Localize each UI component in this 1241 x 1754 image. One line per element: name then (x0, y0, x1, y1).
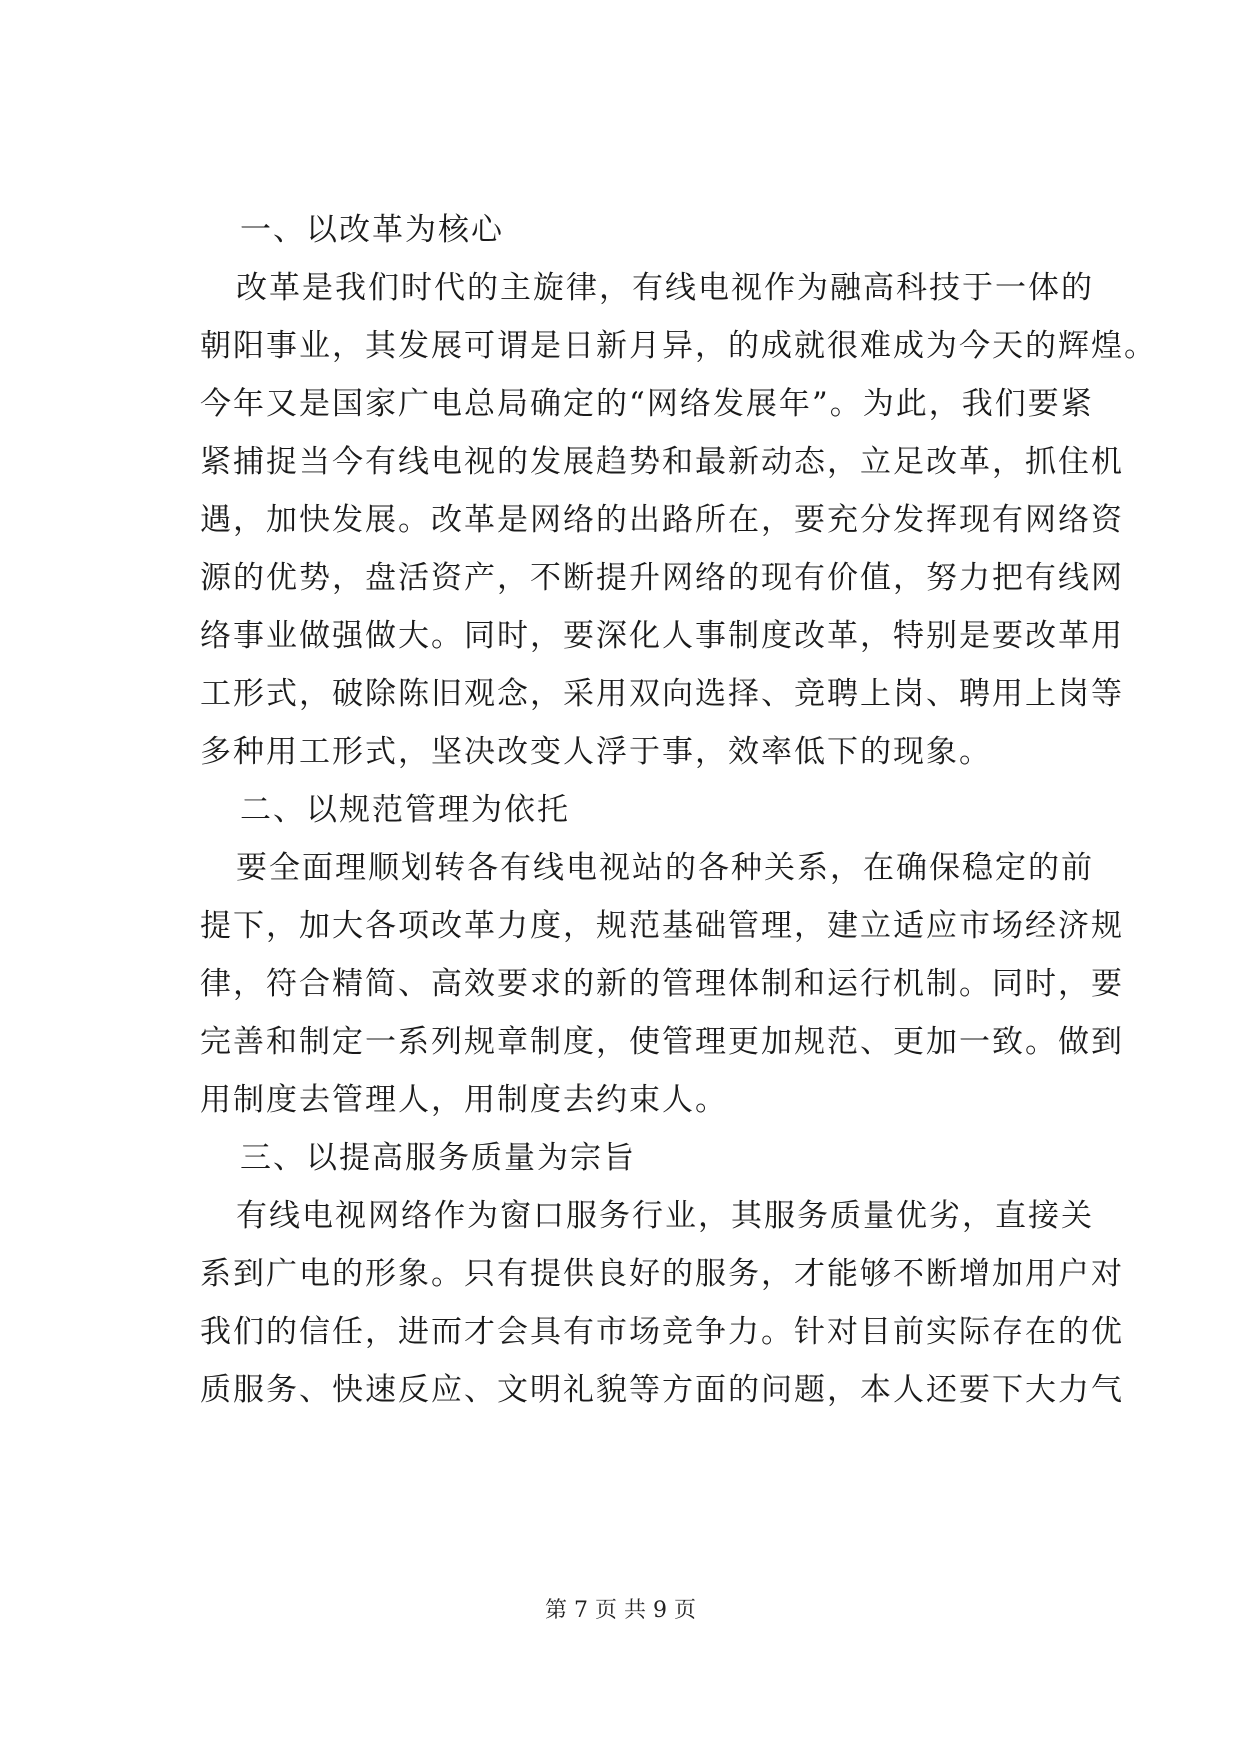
section-heading: 三、以提高服务质量为宗旨 (240, 1140, 636, 1176)
paragraph-line: 系到广电的形象。只有提供良好的服务，才能够不断增加用户对 (200, 1256, 1124, 1292)
paragraph-line: 用制度去管理人，用制度去约束人。 (200, 1082, 728, 1118)
section-heading: 二、以规范管理为依托 (240, 792, 570, 828)
paragraph-line: 提下，加大各项改革力度，规范基础管理，建立适应市场经济规 (200, 908, 1124, 944)
paragraph-line: 工形式，破除陈旧观念，采用双向选择、竞聘上岗、聘用上岗等 (200, 676, 1124, 712)
paragraph-line: 我们的信任，进而才会具有市场竞争力。针对目前实际存在的优 (200, 1314, 1124, 1350)
paragraph-line: 源的优势，盘活资产，不断提升网络的现有价值，努力把有线网 (200, 560, 1124, 596)
paragraph-line: 律，符合精简、高效要求的新的管理体制和运行机制。同时，要 (200, 966, 1124, 1002)
paragraph-line: 今年又是国家广电总局确定的“网络发展年”。为此，我们要紧 (200, 386, 1094, 422)
paragraph-line: 紧捕捉当今有线电视的发展趋势和最新动态，立足改革，抓住机 (200, 444, 1124, 480)
paragraph-line: 遇，加快发展。改革是网络的出路所在，要充分发挥现有网络资 (200, 502, 1124, 538)
paragraph-line: 完善和制定一系列规章制度，使管理更加规范、更加一致。做到 (200, 1024, 1124, 1060)
section-heading: 一、以改革为核心 (240, 212, 504, 248)
paragraph-line: 络事业做强做大。同时，要深化人事制度改革，特别是要改革用 (200, 618, 1124, 654)
paragraph-line: 多种用工形式，坚决改变人浮于事，效率低下的现象。 (200, 734, 992, 770)
paragraph-line: 改革是我们时代的主旋律，有线电视作为融高科技于一体的 (236, 270, 1094, 306)
page-number-footer: 第 7 页 共 9 页 (545, 1598, 696, 1623)
paragraph-line: 要全面理顺划转各有线电视站的各种关系，在确保稳定的前 (236, 850, 1094, 886)
paragraph-line: 朝阳事业，其发展可谓是日新月异，的成就很难成为今天的辉煌。 (200, 328, 1157, 364)
paragraph-line: 有线电视网络作为窗口服务行业，其服务质量优劣，直接关 (236, 1198, 1094, 1234)
paragraph-line: 质服务、快速反应、文明礼貌等方面的问题，本人还要下大力气 (200, 1372, 1124, 1408)
